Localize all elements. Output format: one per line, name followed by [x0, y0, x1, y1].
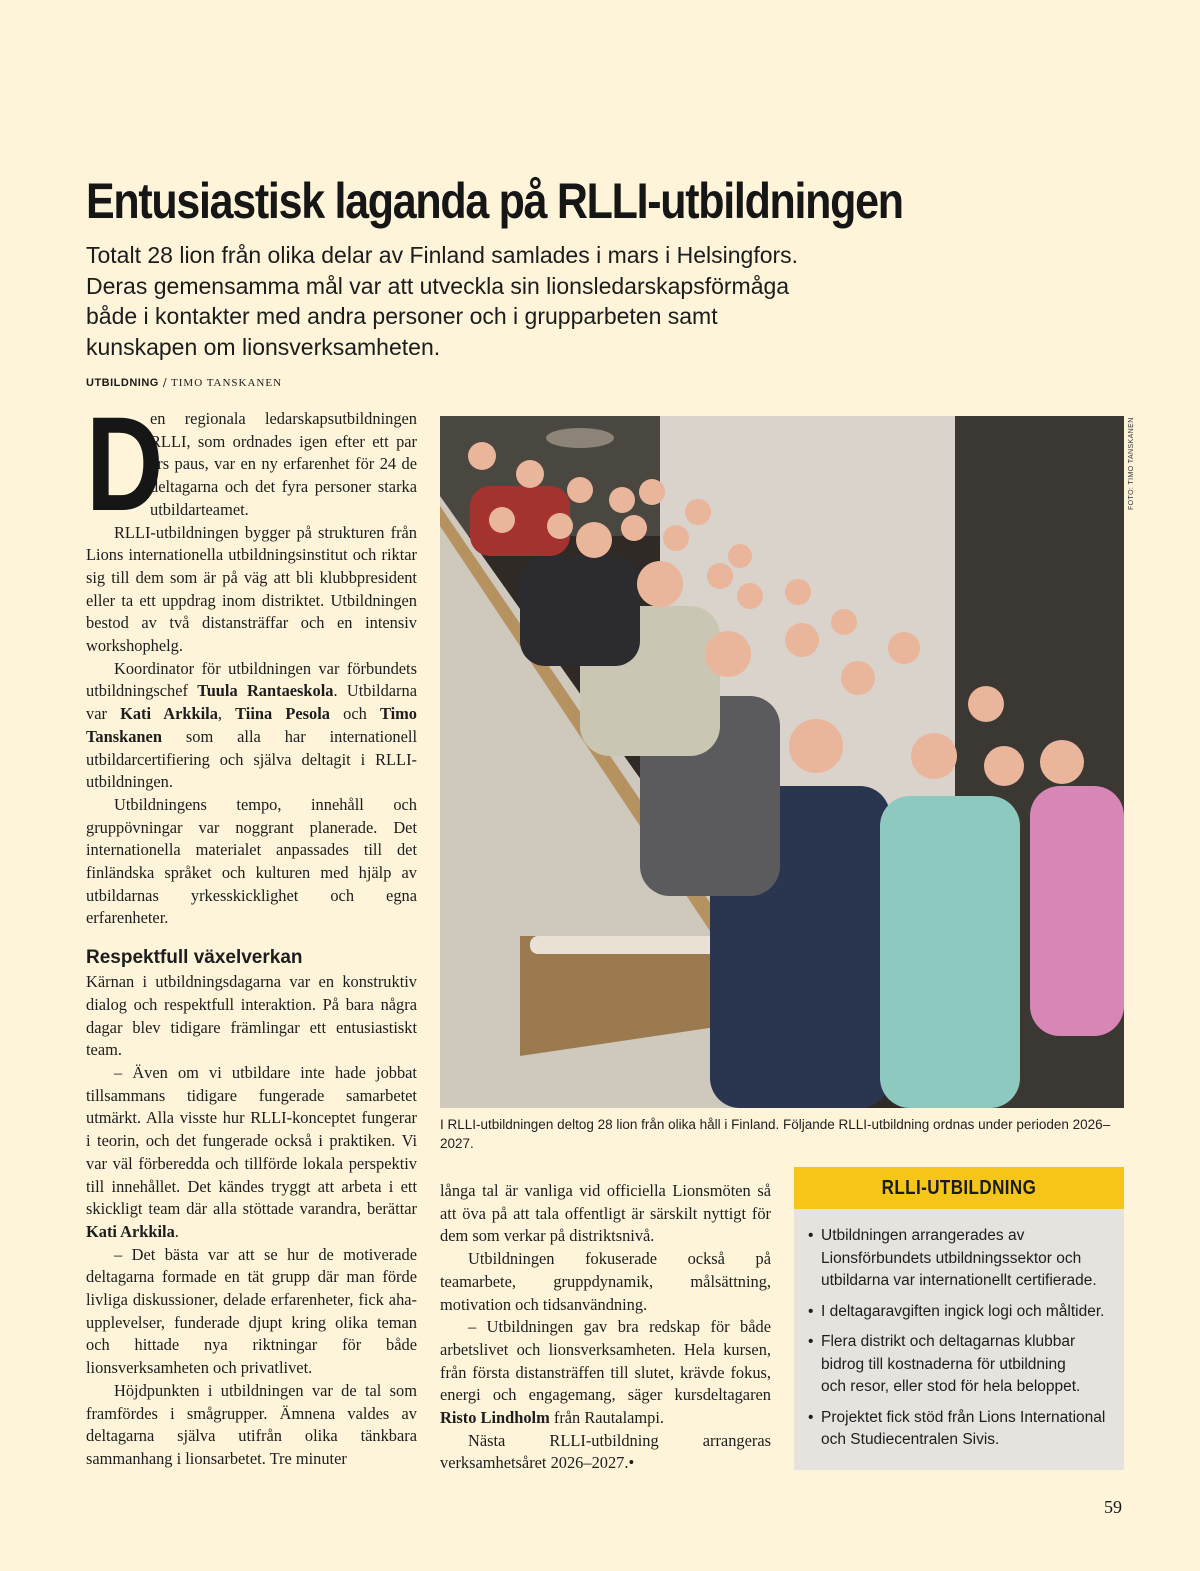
lead-line: Totalt 28 lion från olika delar av Finland samlades i mars i Helsingfors. [86, 242, 799, 268]
lead-line: kunskapen om lionsverksamheten. [86, 333, 441, 360]
article-lead [86, 240, 846, 362]
person-name: Tiina Pesola [235, 704, 330, 724]
person-name: Tuula Rantaeskola [197, 681, 334, 701]
body-paragraph: Utbildningen fokuserade också på teamarbete, gruppdynamik, målsättning, motivation och tidsanvändning. [440, 1249, 771, 1314]
body-paragraph: RLLI-utbildningen bygger på strukturen från Lions internationella utbildningsinstitut och riktar sig till dem som är på väg att bli klubbpresident eller ta ett uppdrag inom distriktet. Utbildningen bestod av två distansträffar och en intensiv workshophelg. [86, 522, 417, 656]
fact-box-item: • Projektet fick stöd från Lions International och Studiecentralen Sivis. [808, 1407, 1110, 1452]
byline-section: UTBILDNING [86, 377, 159, 389]
photo-caption: I RLLI-utbildningen deltog 28 lion från olika håll i Finland. Följande RLLI-utbildning ordnas under perioden 2026–2027. [440, 1117, 1111, 1151]
byline-author: TIMO TANSKANEN [171, 377, 283, 389]
end-mark: • [628, 1453, 635, 1473]
page-number: 59 [1104, 1497, 1122, 1517]
fact-box-list [794, 1209, 1124, 1452]
body-paragraph: Utbildningens tempo, innehåll och gruppövningar var noggrant planerade. Det internationella materialet anpassades till det finländska språket och kulturen med hjälp av utbildarnas yrkesskicklighet och egna erfarenheter. [86, 794, 417, 928]
person-name: Kati Arkkila [120, 704, 218, 724]
body-column-2 [440, 1180, 771, 1475]
body-paragraph: Kärnan i utbildningsdagarna var en konstruktiv dialog och respektfull interaktion. På bara några dagar blev tidigare främlingar ett entusiastiskt team. [86, 972, 417, 1060]
group-photo-illustration [440, 416, 1124, 1108]
byline-separator: / [158, 376, 172, 389]
person-name: Risto Lindholm [440, 1408, 550, 1428]
body-column-1 [86, 390, 417, 1471]
drop-cap: D [86, 390, 164, 539]
body-paragraph: – Utbildningen gav bra redskap för både arbetslivet och lionsverksamheten. Hela kursen, från första distansträffen till slutet, krävde fokus, energi och engagemang, säger kursdeltagaren Risto Lindholm från Rautalampi. [440, 1317, 771, 1428]
fact-box-title: RLLI-UTBILDNING [881, 1176, 1037, 1199]
person-name: Kati Arkkila [86, 1221, 175, 1241]
lead-line: både i kontakter med andra personer och i grupparbeten samt [86, 303, 718, 329]
body-paragraph: Höjdpunkten i utbildningen var de tal som framfördes i smågrupper. Ämnena valdes av deltagarna själva utifrån olika tänkbara sammanhang i lionsarbetet. Tre minuter [86, 1380, 417, 1468]
fact-box-item: • I deltagaravgiften ingick logi och måltider. [808, 1301, 1110, 1324]
body-paragraph: Nästa RLLI-utbildning arrangeras verksamhetsåret 2026–2027.• [440, 1430, 771, 1473]
fact-box-item: • Utbildningen arrangerades av Lionsförbundets utbildningssektor och utbildarna var internationellt certifierade. [808, 1225, 1110, 1293]
byline [86, 376, 282, 389]
section-subheading: Respektfull växelverkan [86, 947, 303, 969]
body-paragraph: – Det bästa var att se hur de motiverade deltagarna formade en tät grupp där man förde livliga diskussioner, delade erfarenheter, fick aha-upplevelser, funderade djupt kring olika teman och hittade nya riktningar för både lionsverksamheten och privatlivet. [86, 1244, 417, 1378]
photo-credit: FOTO: TIMO TANSKANEN [1128, 417, 1135, 510]
group-photo [440, 416, 1124, 1108]
body-paragraph: långa tal är vanliga vid officiella Lionsmöten så att öva på att tala offentligt är särskilt nyttigt för dem som verkar på distriktsnivå. [440, 1181, 771, 1246]
body-paragraph: – Även om vi utbildare inte hade jobbat tillsammans tidigare fungerade samarbetet utmärkt. Alla visste hur RLLI-konceptet fungerar i teorin, och det fungerade också i praktiken. Vi var väl förberedda och tillförde lokala perspektiv till innehållet. Det kändes tryggt att arbeta i ett skickligt team där alla stöttade varandra, berättar Kati Arkkila. [86, 1062, 417, 1241]
body-paragraph: Koordinator för utbildningen var förbundets utbildningschef Tuula Rantaeskola. Utbildarna var Kati Arkkila, Tiina Pesola och Timo Tanskanen som alla har internationell utbildarcertifiering och själva deltagit i RLLI-utbildningen. [86, 658, 417, 792]
body-paragraph: en regionala ledarskapsutbildningen RLLI, som ordnades igen efter ett par års paus, var en ny erfarenhet för 24 de deltagarna och det fyra personer starka utbildarteamet. [150, 409, 417, 519]
fact-box [794, 1167, 1124, 1470]
fact-box-header [794, 1167, 1124, 1209]
lead-line: Deras gemensamma mål var att utveckla sin lionsledarskapsförmåga [86, 272, 790, 299]
person-name: Timo Tanskanen [86, 704, 417, 746]
article-headline: Entusiastisk laganda på RLLI-utbildningen [86, 173, 903, 229]
fact-box-item: • Flera distrikt och deltagarnas klubbar bidrog till kostnaderna för utbildning och resor, eller stod för hela beloppet. [808, 1331, 1110, 1399]
